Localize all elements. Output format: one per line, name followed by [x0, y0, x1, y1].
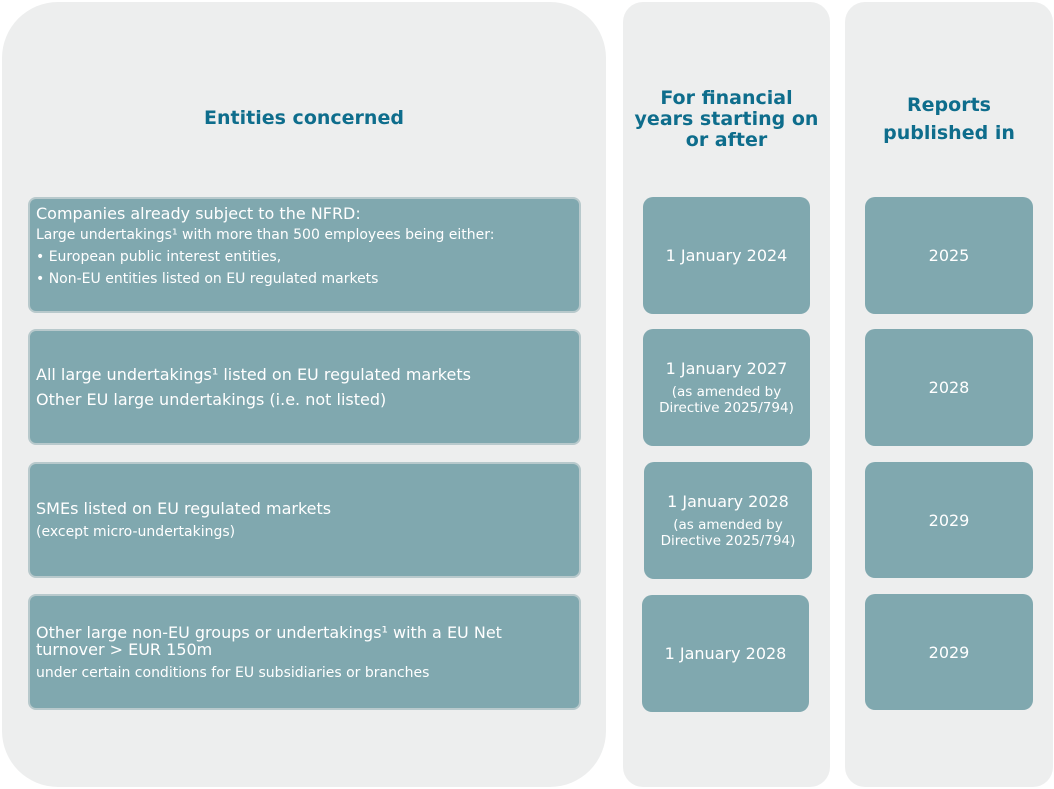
entity-box-nfrd — [28, 197, 581, 313]
entity-line: • Non-EU entities listed on EU regulated markets — [36, 271, 379, 287]
report-year: 2029 — [928, 642, 970, 662]
entity-line: • European public interest entities, — [36, 249, 282, 265]
entity-box-non-eu — [28, 594, 581, 710]
start-date: 1 January 2028 — [664, 644, 787, 663]
date-box-2028-non-eu — [642, 595, 809, 712]
report-year: 2028 — [928, 378, 970, 397]
date-note: Directive 2025/794) — [660, 533, 796, 549]
financial-years-header — [623, 88, 830, 151]
report-year: 2029 — [928, 510, 970, 530]
reports-header-line: Reports — [907, 94, 991, 116]
date-box-2027 — [643, 329, 810, 446]
entity-title: Other large non-EU groups or undertakings¹ with a EU Net — [36, 623, 502, 642]
entity-line: All large undertakings¹ listed on EU regulated markets — [36, 364, 471, 384]
financial-years-header-line: years starting on — [634, 108, 819, 130]
entity-subtitle: (except micro-undertakings) — [36, 524, 236, 540]
report-year-box-2029-non-eu — [865, 594, 1033, 710]
start-date: 1 January 2024 — [665, 246, 788, 265]
entity-title: turnover > EUR 150m — [36, 640, 213, 659]
date-note: (as amended by — [673, 517, 783, 533]
financial-years-header-line: or after — [685, 129, 768, 151]
entity-subtitle: under certain conditions for EU subsidiaries or branches — [36, 665, 430, 681]
entity-title: Companies already subject to the NFRD: — [36, 204, 361, 223]
date-note: Directive 2025/794) — [659, 400, 794, 416]
entity-line: Other EU large undertakings (i.e. not listed) — [36, 389, 387, 409]
reports-published-header — [845, 91, 1053, 147]
start-date: 1 January 2028 — [667, 492, 789, 511]
date-note: (as amended by — [671, 384, 782, 400]
report-year-box-2025 — [865, 197, 1033, 314]
entity-box-smes — [28, 462, 581, 578]
entity-line: Large undertakings¹ with more than 500 employees being either: — [36, 227, 495, 243]
report-year: 2025 — [928, 246, 970, 265]
date-box-2024 — [643, 197, 810, 314]
reports-header-line: published in — [883, 122, 1015, 144]
report-year-box-2028 — [865, 329, 1033, 446]
entity-title: SMEs listed on EU regulated markets — [36, 499, 332, 518]
financial-years-header-line: For financial — [660, 87, 793, 109]
start-date: 1 January 2027 — [665, 359, 788, 378]
report-year-box-2029-smes — [865, 462, 1033, 578]
entity-box-large-undertakings — [28, 329, 581, 445]
date-box-2028-smes — [644, 462, 812, 579]
entities-concerned-header: Entities concerned — [204, 107, 404, 129]
